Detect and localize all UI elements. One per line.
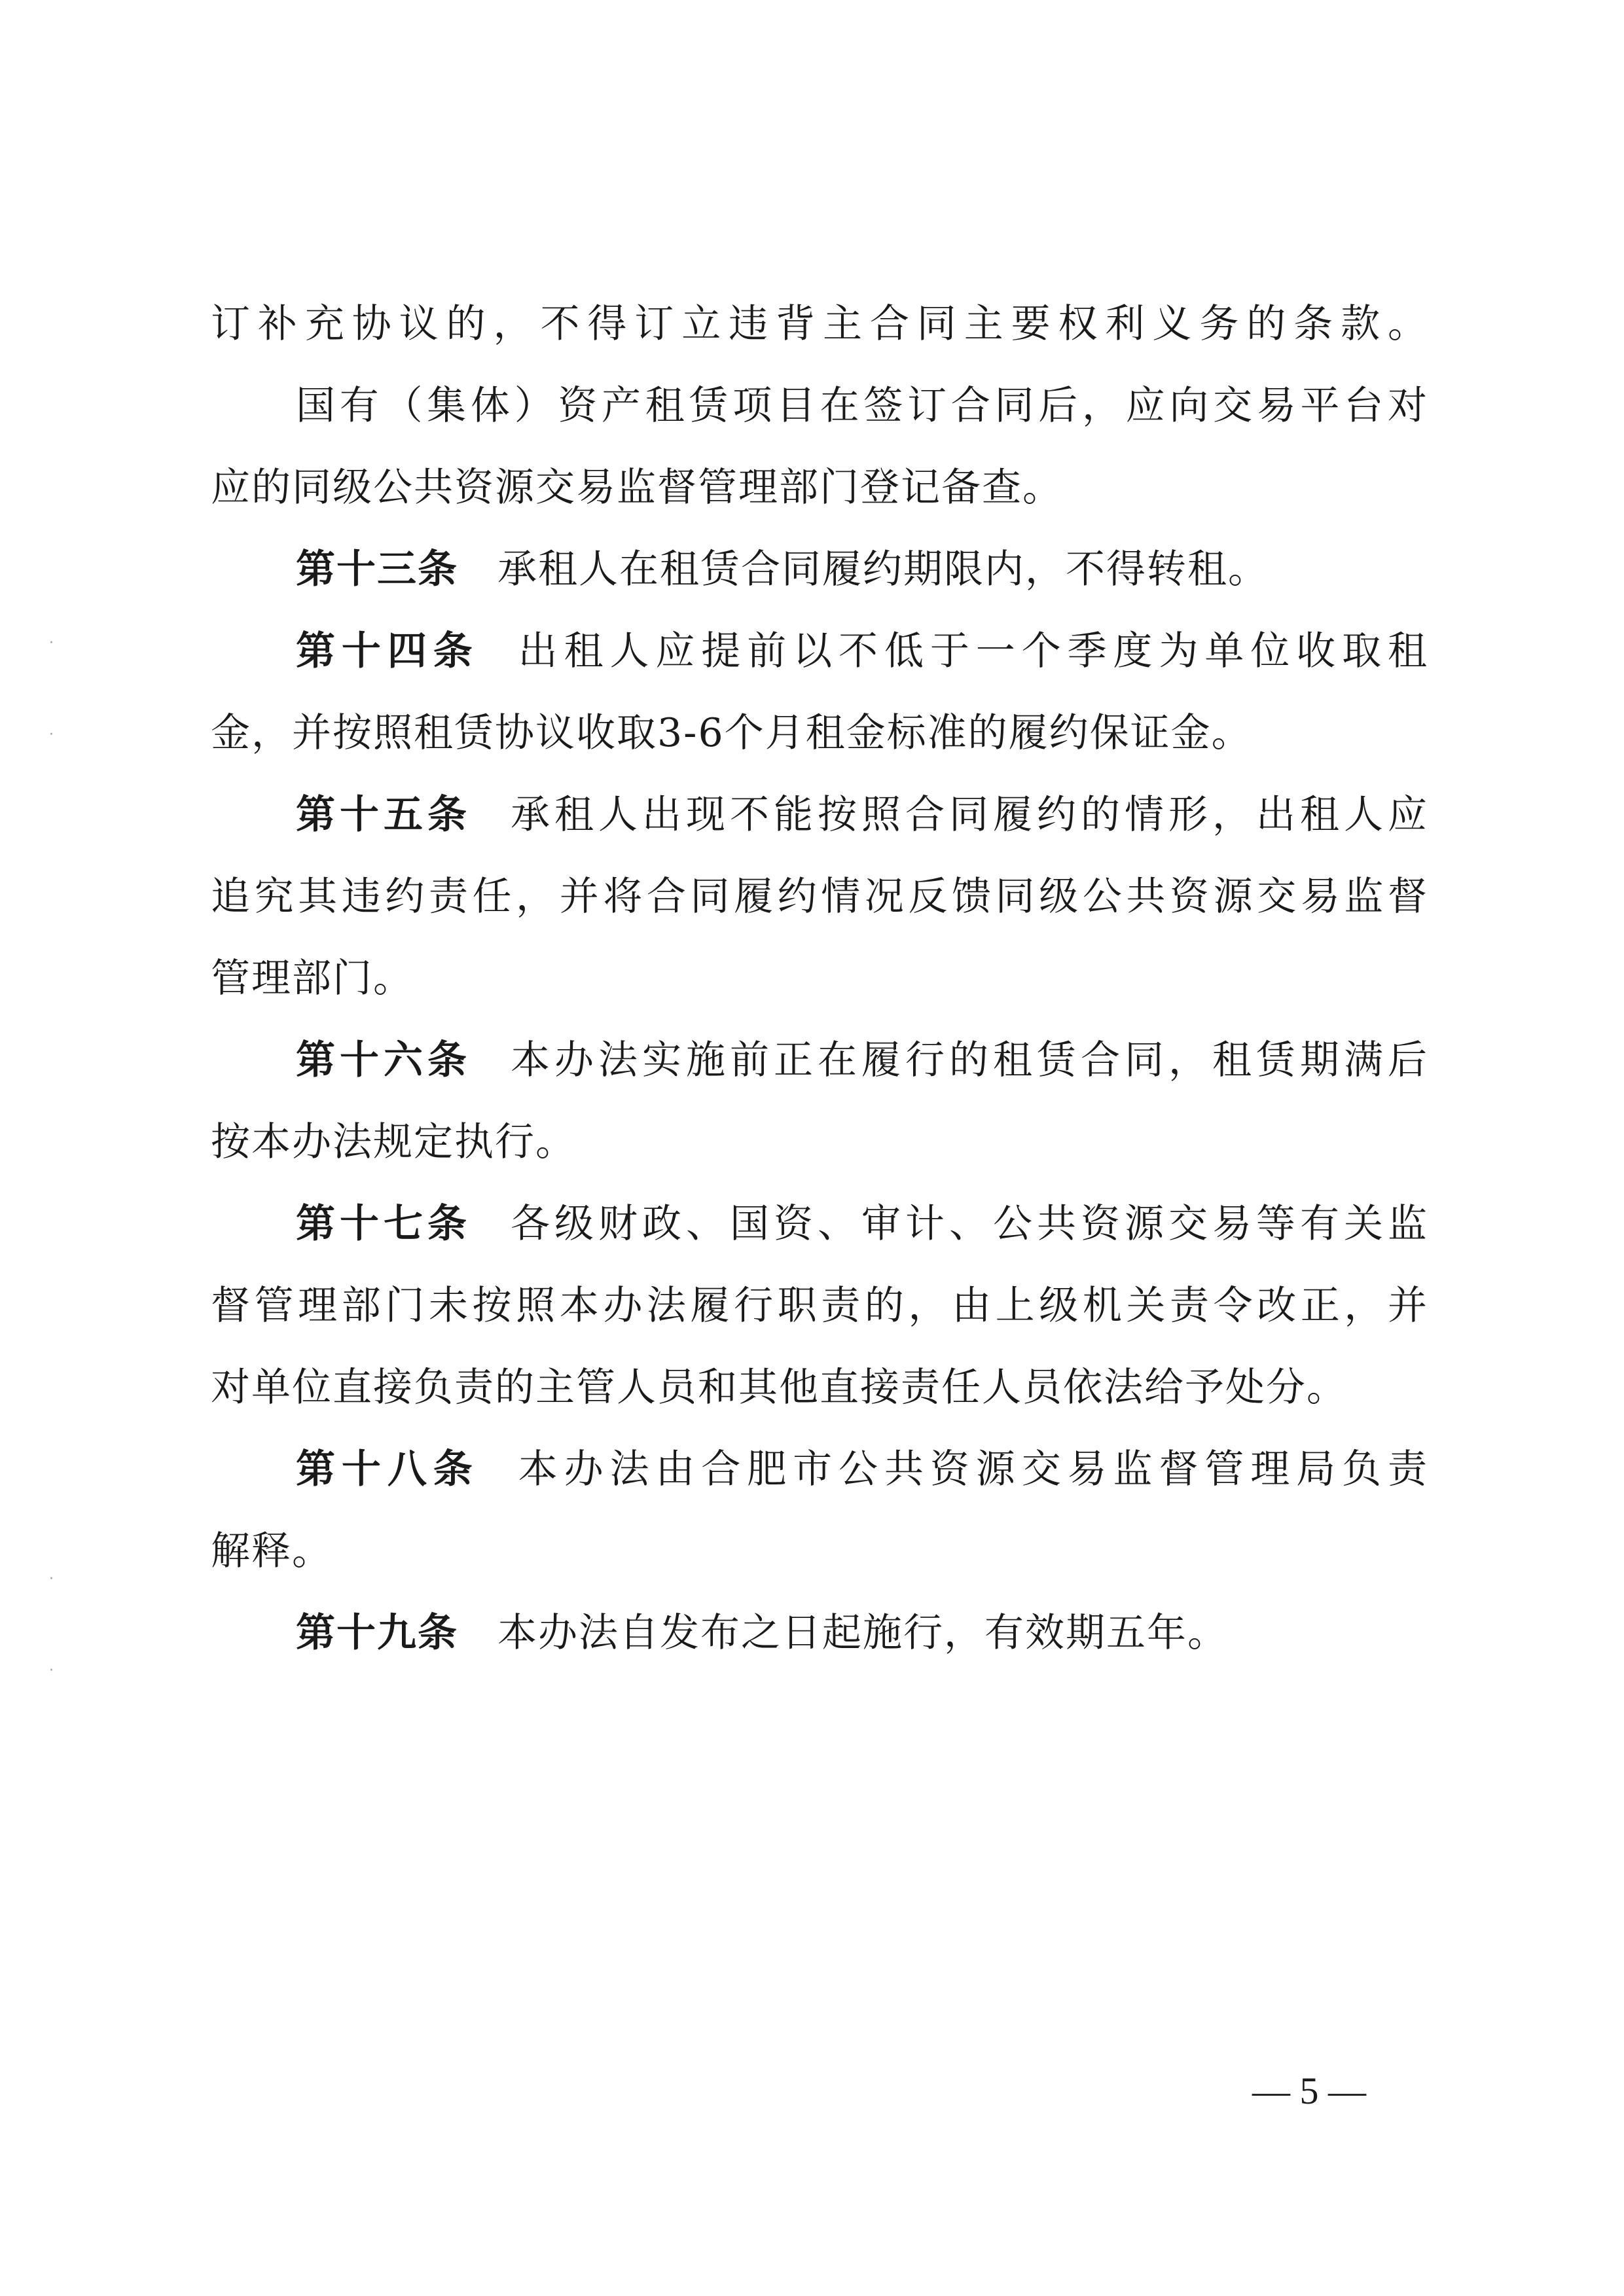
article-number: 第十八条	[296, 1446, 479, 1492]
article-number: 第十五条	[296, 792, 471, 838]
text-line: 国有（集体）资产租赁项目在签订合同后，应向交易平台对	[296, 383, 1428, 429]
article-text: 承租人在租赁合同履约期限内，不得转租。	[497, 547, 1269, 592]
text-line: 金，并按照租赁协议收取3-6个月租金标准的履约保证金。	[211, 710, 1252, 756]
article-18	[296, 1443, 1428, 1496]
scan-speck: ·	[49, 1662, 54, 1679]
article-text: 出租人应提前以不低于一个季度为单位收取租	[518, 628, 1429, 674]
article-16	[296, 1034, 1428, 1086]
article-text: 各级财政、国资、审计、公共资源交易等有关监	[511, 1201, 1428, 1247]
text-line: 订补充协议的，不得订立违背主合同主要权利义务的条款。	[211, 301, 1428, 347]
article-14	[296, 625, 1428, 677]
scan-speck: ·	[49, 726, 54, 743]
article-15	[296, 789, 1428, 841]
article-17	[296, 1198, 1428, 1250]
page-number: — 5 —	[1252, 2070, 1366, 2112]
text-line: 追究其违约责任，并将合同履约情况反馈同级公共资源交易监督	[211, 874, 1428, 920]
text-line: 按本办法规定执行。	[211, 1119, 576, 1165]
text-line: 督管理部门未按照本办法履行职责的，由上级机关责令改正，并	[211, 1283, 1428, 1329]
text-line: 对单位直接负责的主管人员和其他直接责任人员依法给予处分。	[211, 1365, 1347, 1410]
text-line: 应的同级公共资源交易监督管理部门登记备查。	[211, 465, 1063, 511]
article-text: 本办法由合肥市公共资源交易监督管理局负责	[518, 1446, 1429, 1492]
article-text: 本办法自发布之日起施行，有效期五年。	[497, 1610, 1228, 1656]
article-13	[296, 543, 1428, 596]
article-19	[296, 1607, 1428, 1659]
article-text: 本办法实施前正在履行的租赁合同，租赁期满后	[511, 1037, 1428, 1083]
text-line: 解释。	[211, 1528, 333, 1574]
article-text: 承租人出现不能按照合同履约的情形，出租人应	[511, 792, 1428, 838]
article-number: 第十四条	[296, 628, 479, 674]
article-number: 第十六条	[296, 1037, 471, 1083]
scan-speck: ·	[49, 1571, 54, 1587]
article-number: 第十三条	[296, 547, 458, 592]
article-number: 第十九条	[296, 1610, 458, 1656]
text-line: 管理部门。	[211, 956, 414, 1001]
scan-speck: ·	[49, 635, 54, 651]
article-number: 第十七条	[296, 1201, 471, 1247]
